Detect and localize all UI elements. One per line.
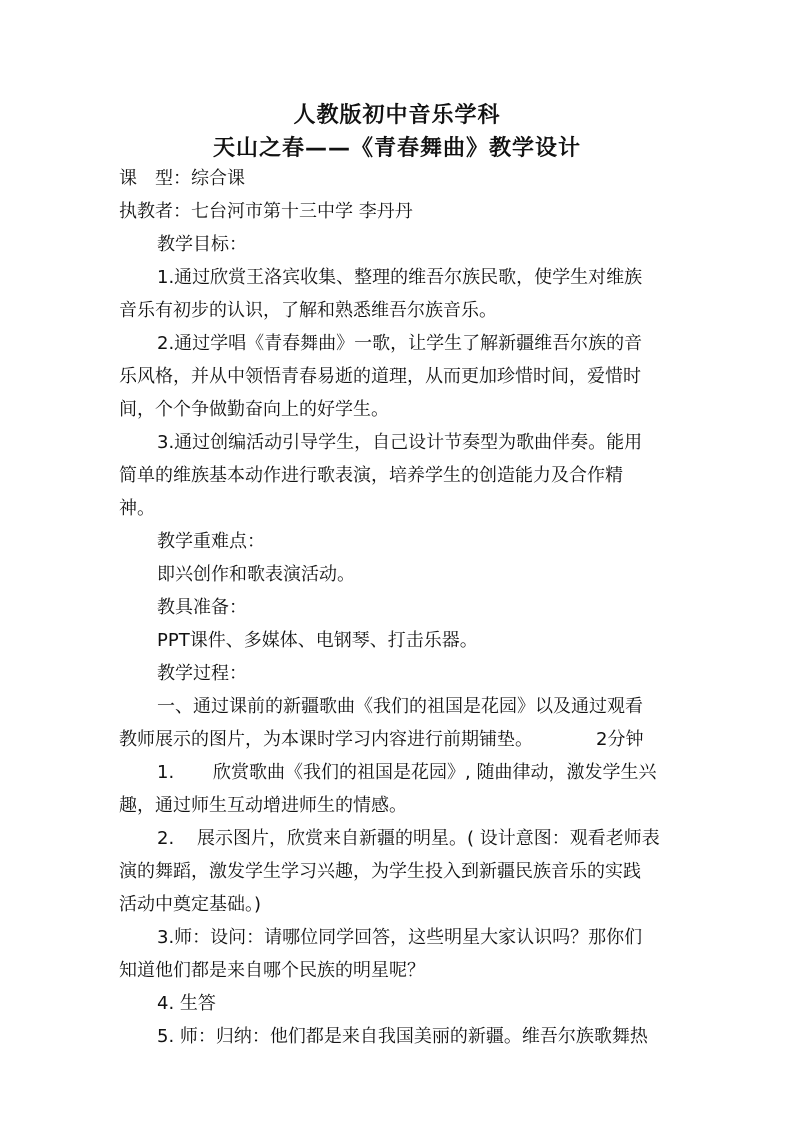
teacher-info: 执教者：七台河市第十三中学 李丹丹	[119, 201, 413, 222]
document-title: 人教版初中音乐学科	[293, 103, 501, 128]
goals-heading: 教学目标：	[157, 234, 247, 255]
goal-3-line-1: 3.通过创编活动引导学生，自己设计节奏型为歌曲伴奏。能用	[157, 432, 643, 453]
process-heading: 教学过程：	[157, 663, 247, 684]
goal-2-line-1: 2.通过学唱《青春舞曲》一歌，让学生了解新疆维吾尔族的音	[157, 333, 643, 354]
tools-heading: 教具准备：	[157, 597, 247, 618]
process-part-1-time: 2分钟	[596, 729, 644, 750]
step-2-line-3: 活动中奠定基础。)	[119, 894, 262, 915]
key-points-heading: 教学重难点：	[157, 531, 265, 552]
step-1-number: 1.	[157, 762, 175, 783]
tools-text: PPT课件、多媒体、电钢琴、打击乐器。	[157, 630, 478, 651]
step-1-line-2: 趣，通过师生互动增进师生的情感。	[119, 795, 407, 816]
step-5-line-1: 5. 师：归纳：他们都是来自我国美丽的新疆。维吾尔族歌舞热	[157, 1026, 648, 1047]
step-3-line-2: 知道他们都是来自哪个民族的明星呢？	[119, 960, 425, 981]
step-3-line-1: 3.师：设问：请哪位同学回答，这些明星大家认识吗？那你们	[157, 927, 643, 948]
step-1-line-1: 欣赏歌曲《我们的祖国是花园》, 随曲律动，激发学生兴	[213, 762, 657, 783]
goal-2-line-3: 间，个个争做勤奋向上的好学生。	[119, 399, 389, 420]
goal-2-line-2: 乐风格，并从中领悟青春易逝的道理，从而更加珍惜时间，爱惜时	[119, 366, 641, 387]
process-part-1-line-1: 一、通过课前的新疆歌曲《我们的祖国是花园》以及通过观看	[157, 696, 643, 717]
lesson-type: 课 型：综合课	[119, 168, 245, 189]
goal-1-line-1: 1.通过欣赏王洛宾收集、整理的维吾尔族民歌，使学生对维族	[157, 267, 643, 288]
document-subtitle: 天山之春——《青春舞曲》教学设计	[212, 136, 581, 161]
step-2-line-2: 演的舞蹈，激发学生学习兴趣，为学生投入到新疆民族音乐的实践	[119, 861, 641, 882]
goal-1-line-2: 音乐有初步的认识，了解和熟悉维吾尔族音乐。	[119, 300, 497, 321]
key-points-text: 即兴创作和歌表演活动。	[157, 564, 355, 585]
goal-3-line-2: 简单的维族基本动作进行歌表演，培养学生的创造能力及合作精	[119, 465, 623, 486]
goal-3-line-3: 神。	[119, 498, 155, 519]
step-2-number: 2.	[157, 828, 175, 849]
step-2-line-1: 展示图片，欣赏来自新疆的明星。( 设计意图：观看老师表	[197, 828, 660, 849]
step-4: 4. 生答	[157, 993, 216, 1014]
process-part-1-line-2: 教师展示的图片，为本课时学习内容进行前期铺垫。	[119, 729, 533, 750]
